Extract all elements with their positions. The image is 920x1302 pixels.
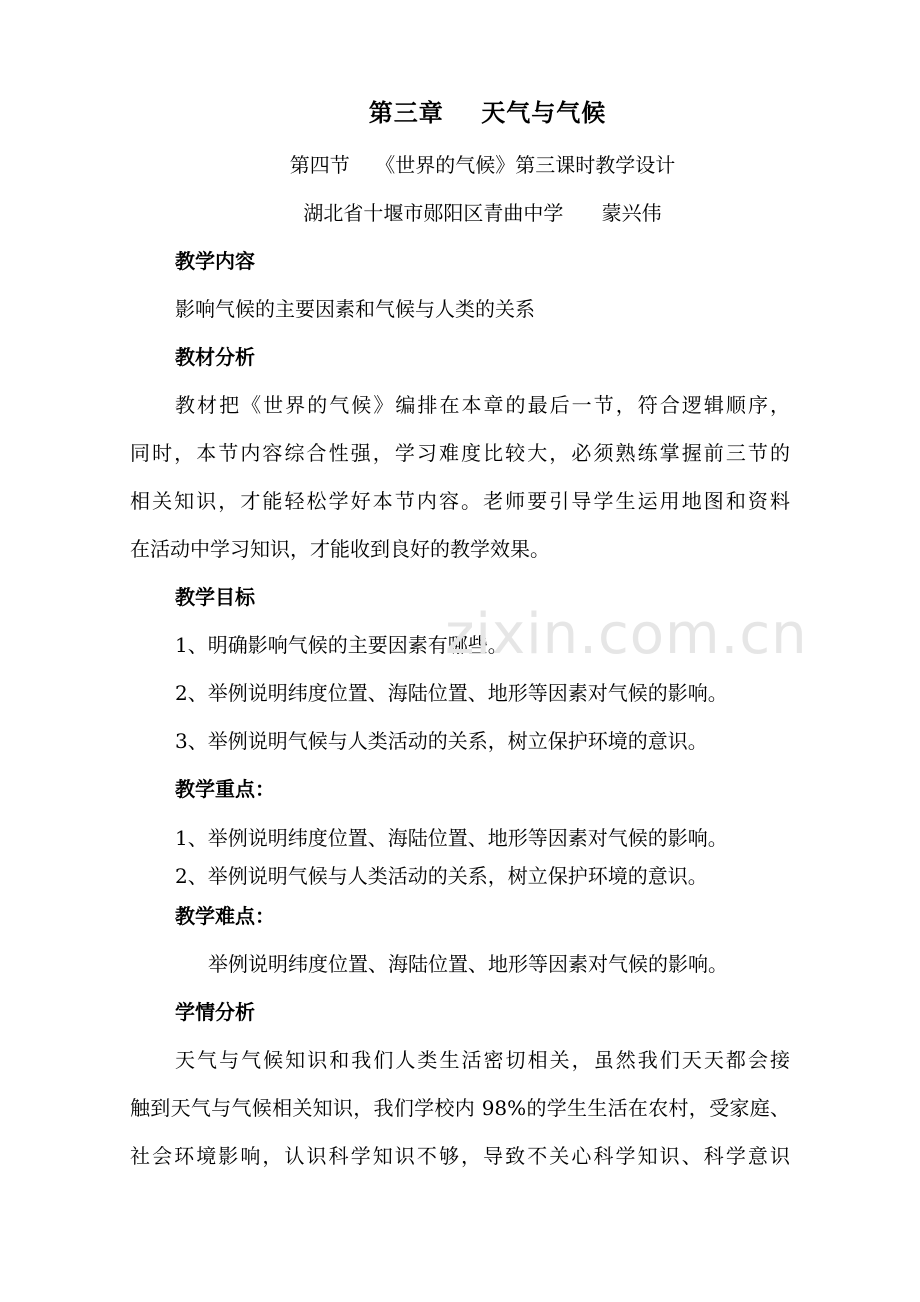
student-analysis-line: 触到天气与气候相关知识，我们学校内 98%的学生生活在农村，受家庭、 (130, 1096, 790, 1120)
heading-key-points: 教学重点： (175, 777, 275, 801)
teaching-content-text: 影响气候的主要因素和气候与人类的关系 (175, 297, 535, 321)
heading-difficulty: 教学难点： (175, 904, 275, 928)
material-analysis-line: 相关知识，才能轻松学好本节内容。老师要引导学生运用地图和资料 (130, 489, 790, 513)
material-analysis-line: 教材把《世界的气候》编排在本章的最后一节，符合逻辑顺序， (175, 393, 790, 417)
heading-material-analysis: 教材分析 (175, 345, 255, 369)
lesson-subtitle: 第四节 《世界的气候》第三课时教学设计 (289, 153, 676, 177)
goal-item: 2、举例说明纬度位置、海陆位置、地形等因素对气候的影响。 (175, 681, 728, 705)
material-analysis-line: 同时，本节内容综合性强，学习难度比较大，必须熟练掌握前三节的 (130, 441, 790, 465)
watermark: zixin.com.cn (445, 602, 808, 667)
author-line: 湖北省十堰市郧阳区青曲中学 蒙兴伟 (303, 201, 662, 225)
student-analysis-line: 天气与气候知识和我们人类生活密切相关，虽然我们天天都会接 (175, 1048, 790, 1072)
heading-teaching-goals: 教学目标 (175, 585, 255, 609)
heading-teaching-content: 教学内容 (175, 249, 255, 273)
chapter-title: 第三章 天气与气候 (368, 98, 607, 127)
heading-student-analysis: 学情分析 (175, 1000, 255, 1024)
material-analysis-line: 在活动中学习知识，才能收到良好的教学效果。 (130, 537, 550, 561)
goal-item: 1、明确影响气候的主要因素有哪些。 (175, 633, 508, 657)
key-point-item: 2、举例说明气候与人类活动的关系，树立保护环境的意识。 (175, 864, 708, 888)
difficulty-text: 举例说明纬度位置、海陆位置、地形等因素对气候的影响。 (208, 952, 728, 976)
goal-item: 3、举例说明气候与人类活动的关系，树立保护环境的意识。 (175, 729, 708, 753)
key-point-item: 1、举例说明纬度位置、海陆位置、地形等因素对气候的影响。 (175, 826, 728, 850)
student-analysis-line: 社会环境影响，认识科学知识不够，导致不关心科学知识、科学意识 (130, 1144, 790, 1168)
